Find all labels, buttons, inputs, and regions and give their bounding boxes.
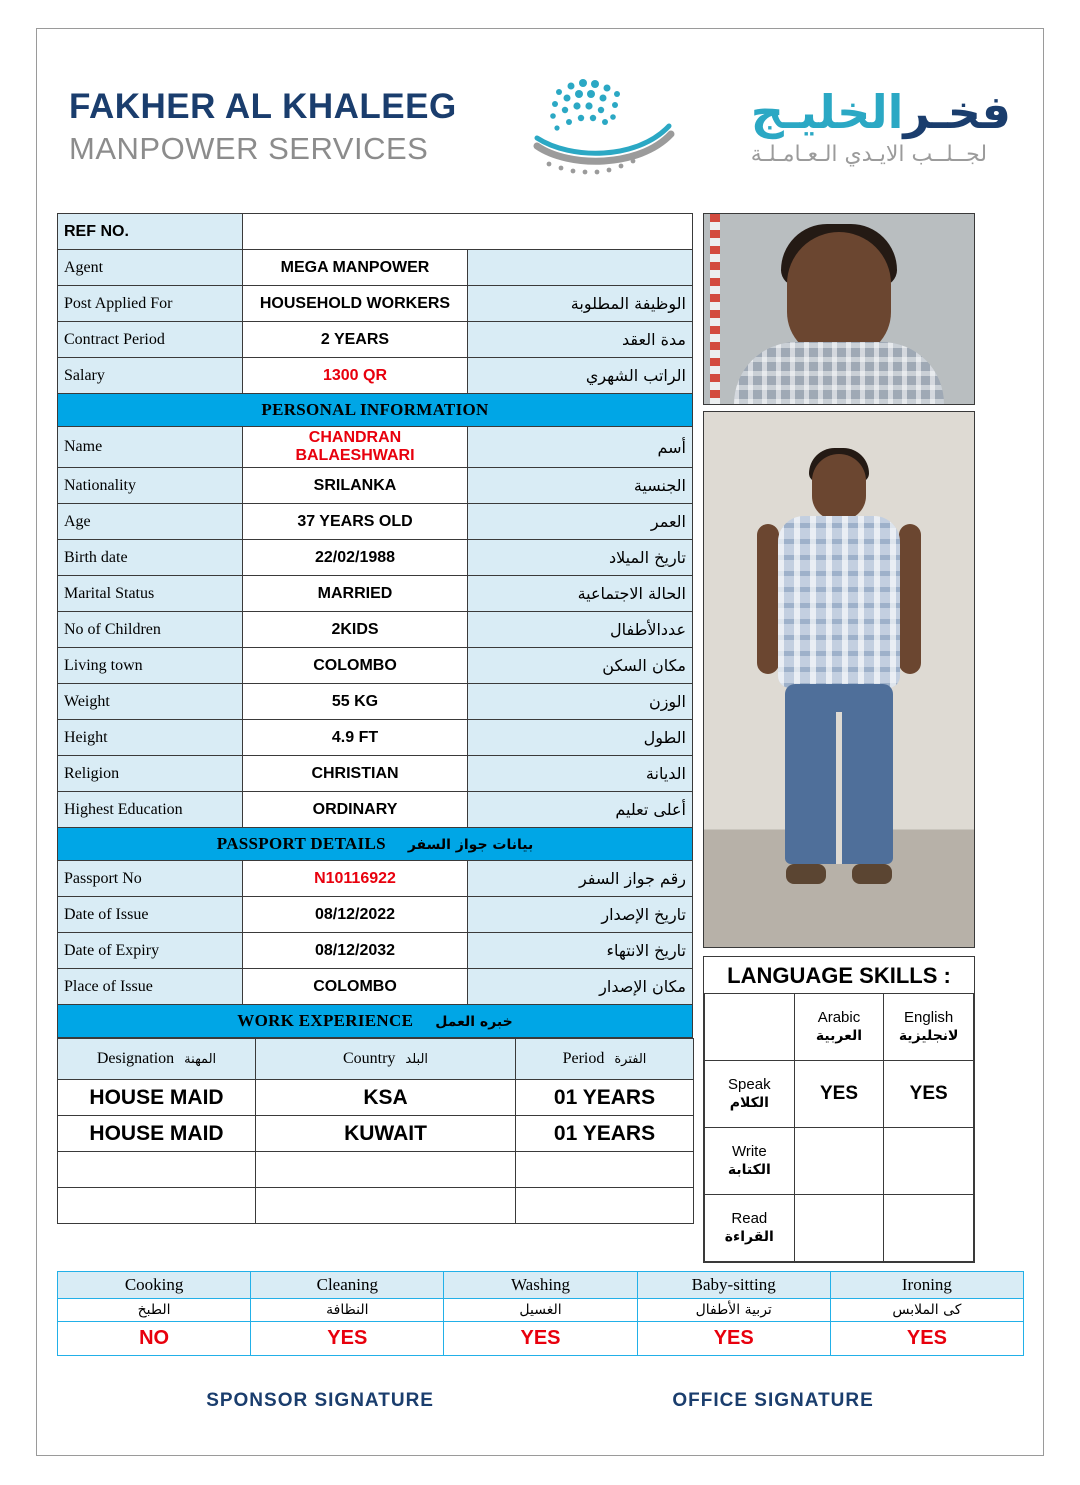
work-designation-3: [58, 1188, 256, 1224]
work-designation-1: HOUSE MAID: [58, 1116, 256, 1152]
brand-arabic-dark: فخـر: [903, 85, 1011, 140]
face-photo-side-strip: [710, 214, 720, 404]
applicant-full-body-photo: [703, 411, 975, 948]
language-table-corner: [705, 994, 795, 1061]
work-period-3: [516, 1188, 694, 1224]
full-photo-shirt-pattern: [778, 516, 900, 688]
language-row-write-ar: الكتابة: [727, 1161, 771, 1178]
height-value: 4.9 FT: [243, 720, 468, 756]
skill-babysitting-value: YES: [638, 1322, 830, 1355]
language-skills-panel: [703, 956, 975, 1263]
face-photo-shoulders: [734, 342, 944, 404]
brand-name-line2: MANPOWER SERVICES: [69, 131, 429, 166]
passport-no-label: Passport No: [58, 861, 243, 897]
contract-period-value: 2 YEARS: [243, 322, 468, 358]
work-experience-title-en: WORK EXPERIENCE: [237, 1011, 414, 1030]
height-label: Height: [58, 720, 243, 756]
passport-no-value: N10116922: [243, 861, 468, 897]
signature-row: [57, 1390, 1023, 1412]
nationality-label: Nationality: [58, 468, 243, 504]
document-header: [57, 47, 1023, 207]
table-row: [58, 684, 693, 720]
table-row: [58, 933, 693, 969]
skill-babysitting-label: Baby-sitting: [638, 1272, 830, 1299]
passport-details-title: [58, 828, 693, 861]
full-photo-leg-gap: [836, 712, 842, 864]
marital-status-value: MARRIED: [243, 576, 468, 612]
read-arabic-value: [794, 1195, 884, 1262]
skill-cooking-value: NO: [58, 1322, 250, 1355]
table-row: [58, 427, 693, 468]
name-label: Name: [58, 427, 243, 468]
children-label-arabic: عددالأطفال: [468, 612, 693, 648]
table-row: [58, 1116, 694, 1152]
sponsor-signature-label: SPONSOR SIGNATURE: [206, 1390, 434, 1411]
education-value: ORDINARY: [243, 792, 468, 828]
language-column-arabic: [794, 994, 884, 1061]
passport-details-title-en: PASSPORT DETAILS: [216, 834, 386, 853]
brand-text-block: [69, 87, 457, 167]
language-row-write-en: Write: [731, 1142, 767, 1160]
skill-washing: [443, 1271, 637, 1356]
table-row: [705, 1061, 974, 1128]
table-row: [58, 1152, 694, 1188]
country-header-en: Country: [342, 1050, 396, 1067]
table-row: [58, 540, 693, 576]
work-period-0: 01 YEARS: [516, 1080, 694, 1116]
full-photo-shirt: [778, 516, 900, 688]
name-value: CHANDRAN BALAESHWARI: [243, 427, 468, 468]
work-country-3: [256, 1188, 516, 1224]
birth-date-label: Birth date: [58, 540, 243, 576]
designation-header-en: Designation: [96, 1050, 175, 1067]
language-skills-title: LANGUAGE SKILLS :: [727, 963, 951, 988]
language-column-arabic-en: Arabic: [817, 1008, 861, 1026]
name-label-arabic: أسم: [468, 427, 693, 468]
children-label: No of Children: [58, 612, 243, 648]
language-column-english-ar: لانجليزية: [898, 1027, 959, 1044]
passport-details-title-ar: بيانات جواز السفر: [407, 837, 534, 853]
speak-english-value: YES: [884, 1061, 974, 1128]
language-row-speak-ar: الكلام: [729, 1094, 769, 1111]
write-english-value: [884, 1128, 974, 1195]
designation-header-ar: المهنة: [184, 1052, 217, 1067]
language-column-english: [884, 994, 974, 1061]
skill-ironing-label: Ironing: [831, 1272, 1023, 1299]
language-row-read: [705, 1195, 795, 1262]
office-signature-label: OFFICE SIGNATURE: [672, 1390, 874, 1411]
salary-label-arabic: الراتب الشهري: [468, 358, 693, 394]
applicant-face-photo: [703, 213, 975, 405]
company-logo-icon: [529, 72, 679, 182]
passport-details-section-header: [58, 828, 693, 861]
work-period-2: [516, 1152, 694, 1188]
language-row-speak: [705, 1061, 795, 1128]
skill-cooking-label: Cooking: [58, 1272, 250, 1299]
skill-ironing-label-arabic: كى الملابس: [831, 1299, 1023, 1322]
skill-cleaning-label: Cleaning: [251, 1272, 443, 1299]
weight-value: 55 KG: [243, 684, 468, 720]
skill-cooking: [57, 1271, 251, 1356]
table-row: [58, 504, 693, 540]
personal-information-title: PERSONAL INFORMATION: [58, 394, 693, 427]
language-column-english-en: English: [904, 1008, 954, 1026]
skill-babysitting: [637, 1271, 831, 1356]
date-of-expiry-label-arabic: تاريخ الانتهاء: [468, 933, 693, 969]
post-applied-label: Post Applied For: [58, 286, 243, 322]
table-row: [58, 648, 693, 684]
full-photo-feet: [784, 864, 894, 886]
post-applied-label-arabic: الوظيفة المطلوبة: [468, 286, 693, 322]
brand-arabic-teal: الخليـج: [750, 85, 904, 140]
skill-washing-label: Washing: [444, 1272, 636, 1299]
age-value: 37 YEARS OLD: [243, 504, 468, 540]
speak-arabic-value: YES: [794, 1061, 884, 1128]
table-row: [58, 612, 693, 648]
right-column: [703, 213, 975, 1263]
country-header: [256, 1039, 516, 1080]
work-country-2: [256, 1152, 516, 1188]
marital-status-label: Marital Status: [58, 576, 243, 612]
brand-arabic-name: [751, 87, 1011, 138]
marital-status-label-arabic: الحالة الاجتماعية: [468, 576, 693, 612]
language-row-write: [705, 1128, 795, 1195]
ref-no-label: REF NO.: [58, 214, 243, 250]
skill-cleaning-value: YES: [251, 1322, 443, 1355]
living-town-label: Living town: [58, 648, 243, 684]
full-photo-right-foot: [852, 864, 892, 884]
height-label-arabic: الطول: [468, 720, 693, 756]
weight-label-arabic: الوزن: [468, 684, 693, 720]
table-row: [58, 756, 693, 792]
agent-label-arabic: [468, 250, 693, 286]
write-arabic-value: [794, 1128, 884, 1195]
age-label: Age: [58, 504, 243, 540]
period-header-ar: الفترة: [614, 1052, 647, 1067]
skill-cleaning-label-arabic: النظافة: [251, 1299, 443, 1322]
table-row: [705, 1128, 974, 1195]
table-row: [58, 1080, 694, 1116]
skill-washing-label-arabic: الغسيل: [444, 1299, 636, 1322]
work-experience-title: [58, 1005, 693, 1038]
full-photo-left-foot: [786, 864, 826, 884]
skill-ironing: [830, 1271, 1024, 1356]
language-row-speak-en: Speak: [728, 1075, 771, 1093]
work-experience-header-row: [58, 1039, 694, 1080]
work-designation-0: HOUSE MAID: [58, 1080, 256, 1116]
work-experience-section-header: [58, 1005, 693, 1038]
agent-label: Agent: [58, 250, 243, 286]
salary-label: Salary: [58, 358, 243, 394]
language-row-read-ar: القراءة: [724, 1228, 774, 1245]
language-column-arabic-ar: العربية: [815, 1027, 863, 1044]
table-row: [58, 468, 693, 504]
brand-arabic-block: [751, 87, 1011, 167]
skill-cooking-label-arabic: الطبخ: [58, 1299, 250, 1322]
religion-label: Religion: [58, 756, 243, 792]
language-row-read-en: Read: [731, 1209, 768, 1227]
education-label: Highest Education: [58, 792, 243, 828]
date-of-expiry-label: Date of Expiry: [58, 933, 243, 969]
place-of-issue-label-arabic: مكان الإصدار: [468, 969, 693, 1005]
table-row: [58, 250, 693, 286]
period-header-en: Period: [562, 1050, 605, 1067]
work-country-0: KSA: [256, 1080, 516, 1116]
brand-name-line1: FAKHER AL KHALEEG: [69, 87, 457, 126]
work-experience-table: [57, 1038, 694, 1224]
table-row: [705, 1195, 974, 1262]
age-label-arabic: العمر: [468, 504, 693, 540]
date-of-issue-label: Date of Issue: [58, 897, 243, 933]
birth-date-label-arabic: تاريخ الميلاد: [468, 540, 693, 576]
table-row: [58, 861, 693, 897]
contract-period-label: Contract Period: [58, 322, 243, 358]
work-designation-2: [58, 1152, 256, 1188]
table-row: [58, 322, 693, 358]
salary-value: 1300 QR: [243, 358, 468, 394]
full-photo-right-arm: [899, 524, 921, 674]
work-country-1: KUWAIT: [256, 1116, 516, 1152]
living-town-value: COLOMBO: [243, 648, 468, 684]
religion-label-arabic: الديانة: [468, 756, 693, 792]
religion-value: CHRISTIAN: [243, 756, 468, 792]
work-experience-title-ar: خبره العمل: [435, 1014, 513, 1030]
ref-no-value: [243, 214, 693, 250]
table-row: [58, 358, 693, 394]
brand-arabic-tagline: لجــلــب الايـدي الـعـامـلـة: [750, 141, 988, 167]
date-of-issue-value: 08/12/2022: [243, 897, 468, 933]
nationality-label-arabic: الجنسية: [468, 468, 693, 504]
children-value: 2KIDS: [243, 612, 468, 648]
designation-header: [58, 1039, 256, 1080]
birth-date-value: 22/02/1988: [243, 540, 468, 576]
personal-information-section-header: [58, 394, 693, 427]
post-applied-value: HOUSEHOLD WORKERS: [243, 286, 468, 322]
passport-no-label-arabic: رقم جواز السفر: [468, 861, 693, 897]
job-details-table: [57, 213, 693, 1038]
full-photo-left-arm: [757, 524, 779, 674]
table-row: [58, 576, 693, 612]
country-header-ar: البلد: [405, 1052, 429, 1067]
period-header: [516, 1039, 694, 1080]
language-skills-table: [704, 993, 974, 1262]
table-row: [58, 720, 693, 756]
living-town-label-arabic: مكان السكن: [468, 648, 693, 684]
place-of-issue-label: Place of Issue: [58, 969, 243, 1005]
table-row: [58, 286, 693, 322]
nationality-value: SRILANKA: [243, 468, 468, 504]
cv-sheet: [36, 28, 1044, 1456]
face-photo-shirt-pattern: [734, 342, 944, 404]
skill-cleaning: [250, 1271, 444, 1356]
agent-value: MEGA MANPOWER: [243, 250, 468, 286]
household-skills-row: [57, 1271, 1023, 1356]
document-body: [57, 213, 1023, 1263]
place-of-issue-value: COLOMBO: [243, 969, 468, 1005]
face-photo-head: [787, 232, 891, 358]
contract-period-label-arabic: مدة العقد: [468, 322, 693, 358]
language-header-row: [705, 994, 974, 1061]
skill-washing-value: YES: [444, 1322, 636, 1355]
full-photo-head: [812, 454, 866, 520]
table-row: [58, 897, 693, 933]
work-period-1: 01 YEARS: [516, 1116, 694, 1152]
left-column: [57, 213, 693, 1263]
skill-ironing-value: YES: [831, 1322, 1023, 1355]
date-of-expiry-value: 08/12/2032: [243, 933, 468, 969]
education-label-arabic: أعلى تعليم: [468, 792, 693, 828]
date-of-issue-label-arabic: تاريخ الإصدار: [468, 897, 693, 933]
skill-babysitting-label-arabic: تربية الأطفال: [638, 1299, 830, 1322]
table-row: [58, 792, 693, 828]
table-row-ref: [58, 214, 693, 250]
table-row: [58, 969, 693, 1005]
read-english-value: [884, 1195, 974, 1262]
table-row: [58, 1188, 694, 1224]
weight-label: Weight: [58, 684, 243, 720]
